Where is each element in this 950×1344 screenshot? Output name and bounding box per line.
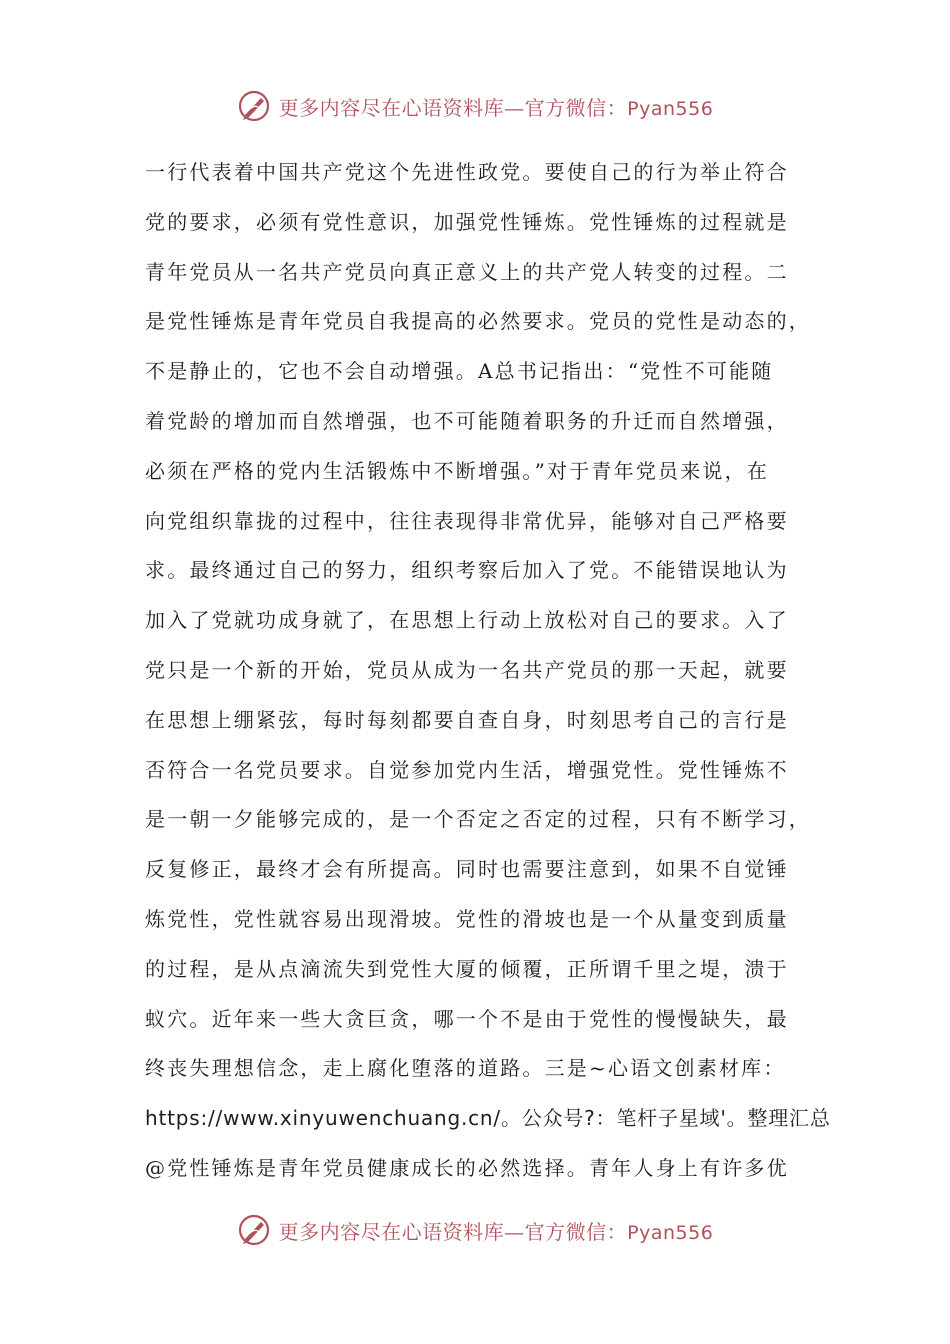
body-line: 是党性锤炼是青年党员自我提高的必然要求。党员的党性是动态的，: [145, 309, 811, 334]
banner-label: 更多内容尽在心语资料库—官方微信：: [278, 95, 628, 120]
body-line: 求。最终通过自己的努力，组织考察后加入了党。不能错误地认为: [145, 558, 789, 583]
banner-label: 更多内容尽在心语资料库—官方微信：: [278, 1219, 628, 1244]
pen-logo-icon: [237, 1213, 271, 1247]
document-body: [145, 148, 831, 1194]
body-line: 向党组织靠拢的过程中，往往表现得非常优异，能够对自己严格要: [145, 508, 789, 533]
body-line: 蚁穴。近年来一些大贪巨贪，哪一个不是由于党性的慢慢缺失，最: [145, 1006, 789, 1031]
body-line: 不是静止的，它也不会自动增强。A总书记指出：“党性不可能随: [145, 359, 774, 384]
pen-logo-icon: [237, 89, 271, 123]
banner-wechat-handle: Pyan556: [627, 97, 714, 120]
banner-text: [279, 92, 714, 121]
body-line: 着党龄的增加而自然增强，也不可能随着职务的升迁而自然增强，: [145, 408, 789, 433]
body-line: 反复修正，最终才会有所提高。同时也需要注意到，如果不自觉锤: [145, 857, 789, 882]
body-line: 青年党员从一名共产党员向真正意义上的共产党人转变的过程。二: [145, 259, 789, 284]
body-line: 否符合一名党员要求。自觉参加党内生活，增强党性。党性锤炼不: [145, 757, 789, 782]
body-line: 的过程，是从点滴流失到党性大厦的倾覆，正所谓千里之堤，溃于: [145, 956, 789, 981]
body-line: 党的要求，必须有党性意识，加强党性锤炼。党性锤炼的过程就是: [145, 209, 789, 234]
banner-text: [279, 1216, 714, 1245]
body-line: 终丧失理想信念，走上腐化堕落的道路。三是~心语文创素材库：: [145, 1056, 786, 1081]
banner-wechat-handle: Pyan556: [627, 1221, 714, 1244]
body-line: 必须在严格的党内生活锻炼中不断增强。”对于青年党员来说，在: [145, 458, 770, 483]
page-header-banner: [0, 86, 950, 126]
body-line: 加入了党就功成身就了，在思想上行动上放松对自己的要求。入了: [145, 608, 789, 633]
page-footer-banner: [0, 1210, 950, 1250]
body-line-url: https://www.xinyuwenchuang.cn/。公众号?：笔杆子星域'。整理汇总: [145, 1106, 831, 1131]
body-line: 是一朝一夕能够完成的，是一个否定之否定的过程，只有不断学习，: [145, 807, 811, 832]
body-line: 一行代表着中国共产党这个先进性政党。要使自己的行为举止符合: [145, 160, 789, 184]
body-line: 在思想上绷紧弦，每时每刻都要自查自身，时刻思考自己的言行是: [145, 707, 789, 732]
body-line: @党性锤炼是青年党员健康成长的必然选择。青年人身上有许多优: [145, 1155, 789, 1180]
body-line: 党只是一个新的开始，党员从成为一名共产党员的那一天起，就要: [145, 657, 789, 682]
body-line: 炼党性，党性就容易出现滑坡。党性的滑坡也是一个从量变到质量: [145, 906, 789, 931]
